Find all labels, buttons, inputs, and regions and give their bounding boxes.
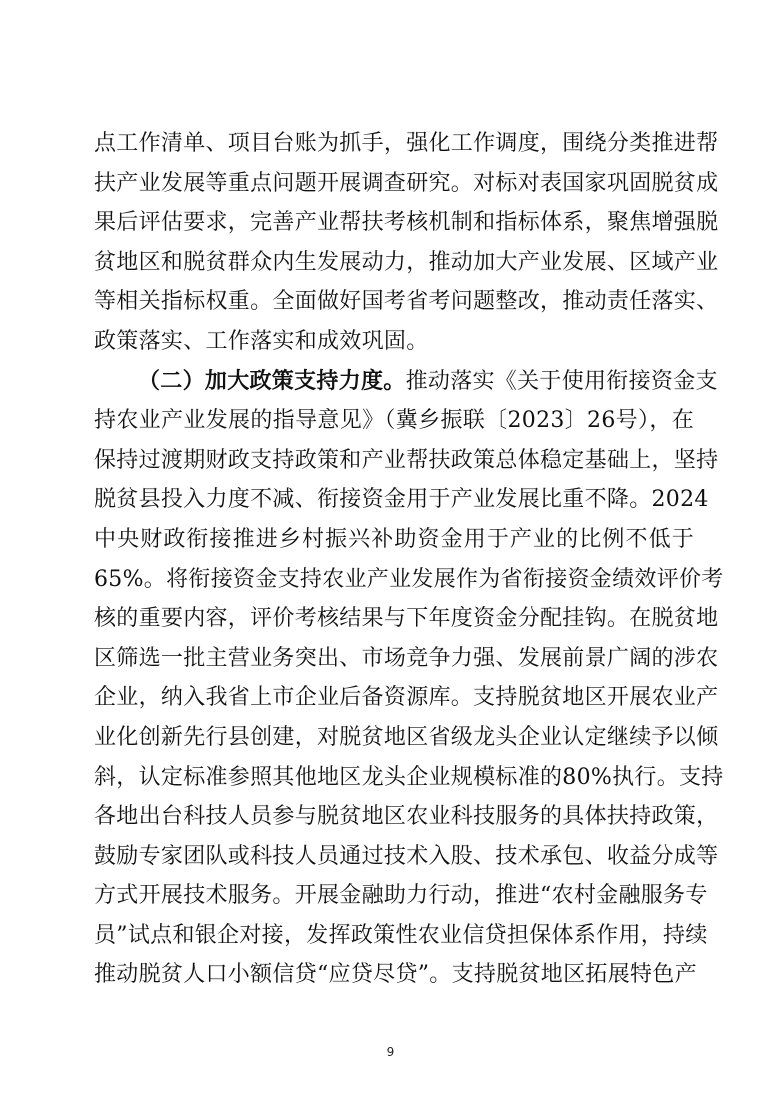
- text-line: 点工作清单、项目台账为抓手，强化工作调度，围绕分类推进帮: [94, 131, 719, 156]
- text-line: 企业，纳入我省上市企业后备资源库。支持脱贫地区开展农业产: [94, 685, 719, 711]
- text-line: 中央财政衔接推进乡村振兴补助资金用于产业的比例不低于: [94, 526, 694, 552]
- text-line: 果后评估要求，完善产业帮扶考核机制和指标体系，聚焦增强脱: [94, 210, 719, 236]
- text-line: 推动脱贫人口小额信贷“应贷尽贷”。支持脱贫地区拓展特色产: [94, 962, 697, 988]
- page-number: 9: [386, 1045, 395, 1059]
- section-2-first-line: [94, 362, 718, 402]
- paragraph-1: [94, 124, 719, 362]
- text-line: 保持过渡期财政支持政策和产业帮扶政策总体稳定基础上，坚持: [94, 447, 719, 473]
- text-line: 区筛选一批主营业务突出、市场竞争力强、发展前景广阔的涉农: [94, 645, 719, 671]
- text-line: 扶产业发展等重点问题开展调查研究。对标对表国家巩固脱贫成: [94, 170, 719, 196]
- text-line: 政策落实、工作落实和成效巩固。: [94, 328, 429, 354]
- text-line: 等相关指标权重。全面做好国考省考问题整改，推动责任落实、: [94, 289, 719, 315]
- paragraph-2: [94, 401, 724, 995]
- text-line: 持农业产业发展的指导意见》（冀乡振联〔2023〕26号），在: [94, 408, 694, 434]
- text-line: 贫地区和脱贫群众内生发展动力，推动加大产业发展、区域产业: [94, 249, 719, 275]
- text-line: 方式开展技术服务。开展金融助力行动，推进“农村金融服务专: [94, 883, 708, 909]
- text-line: 鼓励专家团队或科技人员通过技术入股、技术承包、收益分成等: [94, 843, 719, 869]
- body-text: [94, 124, 724, 995]
- text-line: 核的重要内容，评价考核结果与下年度资金分配挂钩。在脱贫地: [94, 606, 719, 632]
- section-2-first-line-text: 推动落实《关于使用衔接资金支: [405, 368, 718, 394]
- text-line: 各地出台科技人员参与脱贫地区农业科技服务的具体扶持政策，: [94, 804, 719, 830]
- text-line: 65%。将衔接资金支持农业产业发展作为省衔接资金绩效评价考: [94, 566, 724, 592]
- text-line: 业化创新先行县创建，对脱贫地区省级龙头企业认定继续予以倾: [94, 724, 719, 750]
- text-line: 脱贫县投入力度不减、衔接资金用于产业发展比重不降。2024: [94, 487, 709, 513]
- section-2-heading: （二）加大政策支持力度。: [138, 368, 406, 394]
- text-line: 斜，认定标准参照其他地区龙头企业规模标准的80%执行。支持: [94, 764, 724, 790]
- text-line: 员”试点和银企对接，发挥政策性农业信贷担保体系作用，持续: [94, 922, 708, 948]
